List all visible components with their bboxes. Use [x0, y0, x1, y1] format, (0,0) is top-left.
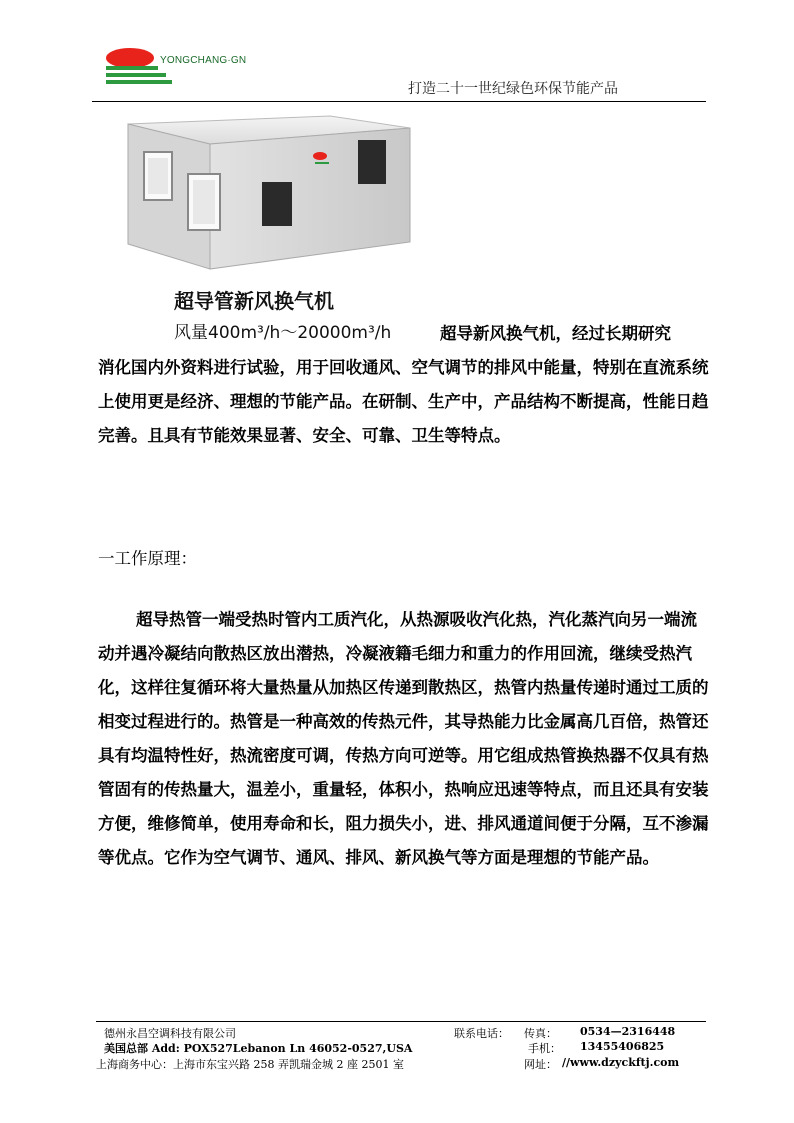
- footer-web-label: 网址：: [524, 1058, 557, 1071]
- logo-text: YONGCHANG·GN: [160, 55, 247, 66]
- header-divider: [92, 101, 706, 102]
- product-caption-title: 超导管新风换气机: [174, 289, 334, 313]
- footer-us-office: 美国总部 Add: POX527Lebanon Ln 46052-0527,USA: [104, 1042, 413, 1055]
- section-heading: 一工作原理：: [98, 549, 197, 568]
- footer-divider: [96, 1021, 706, 1022]
- footer-mobile: 13455406825: [580, 1040, 665, 1053]
- intro-paragraph: 消化国内外资料进行试验，用于回收通风、空气调节的排风中能量，特别在直流系统上使用更是经济、理想的节能产品。在研制、生产中，产品结构不断提高，性能日趋完善。且具有节能效果显著、安全、可靠、卫生等特点。: [98, 358, 709, 445]
- footer-company: 德州永昌空调科技有限公司: [104, 1027, 236, 1040]
- principle-paragraph: 超导热管一端受热时管内工质汽化，从热源吸收汽化热，汽化蒸汽向另一端流动并遇冷凝结向散热区放出潜热，冷凝液籍毛细力和重力的作用回流，继续受热汽化，这样往复循环将大量热量从加热区传递到散热区，热管内热量传递时通过工质的相变过程进行的。热管是一种高效的传热元件，其导热能力比金属高几百倍，热管还具有均温特性好，热流密度可调，传热方向可逆等。用它组成热管换热器不仅具有热管固有的传热量大，温差小，重量轻，体积小，热响应迅速等特点，而且还具有安装方便，维修简单，使用寿命和长，阻力损失小，进、排风通道间便于分隔，互不渗漏等优点。它作为空气调节、通风、排风、新风换气等方面是理想的节能产品。: [98, 610, 709, 867]
- footer-sh-office: 上海商务中心：上海市东宝兴路 258 弄凯瑞金城 2 座 2501 室: [96, 1058, 404, 1071]
- footer-fax-label: 传真：: [524, 1027, 557, 1040]
- logo-mark-icon: [104, 44, 304, 90]
- company-logo: [104, 44, 304, 90]
- footer-fax: 0534—2316448: [580, 1025, 676, 1038]
- footer-web: //www.dzyckftj.com: [562, 1056, 680, 1069]
- intro-lead: 超导新风换气机，经过长期研究: [440, 324, 671, 343]
- footer-phone-label: 联系电话：: [454, 1027, 509, 1040]
- header-slogan: 打造二十一世纪绿色环保节能产品: [408, 81, 618, 97]
- product-caption-subtitle: 风量400m³/h～20000m³/h: [174, 323, 392, 343]
- footer-mobile-label: 手机：: [528, 1042, 561, 1055]
